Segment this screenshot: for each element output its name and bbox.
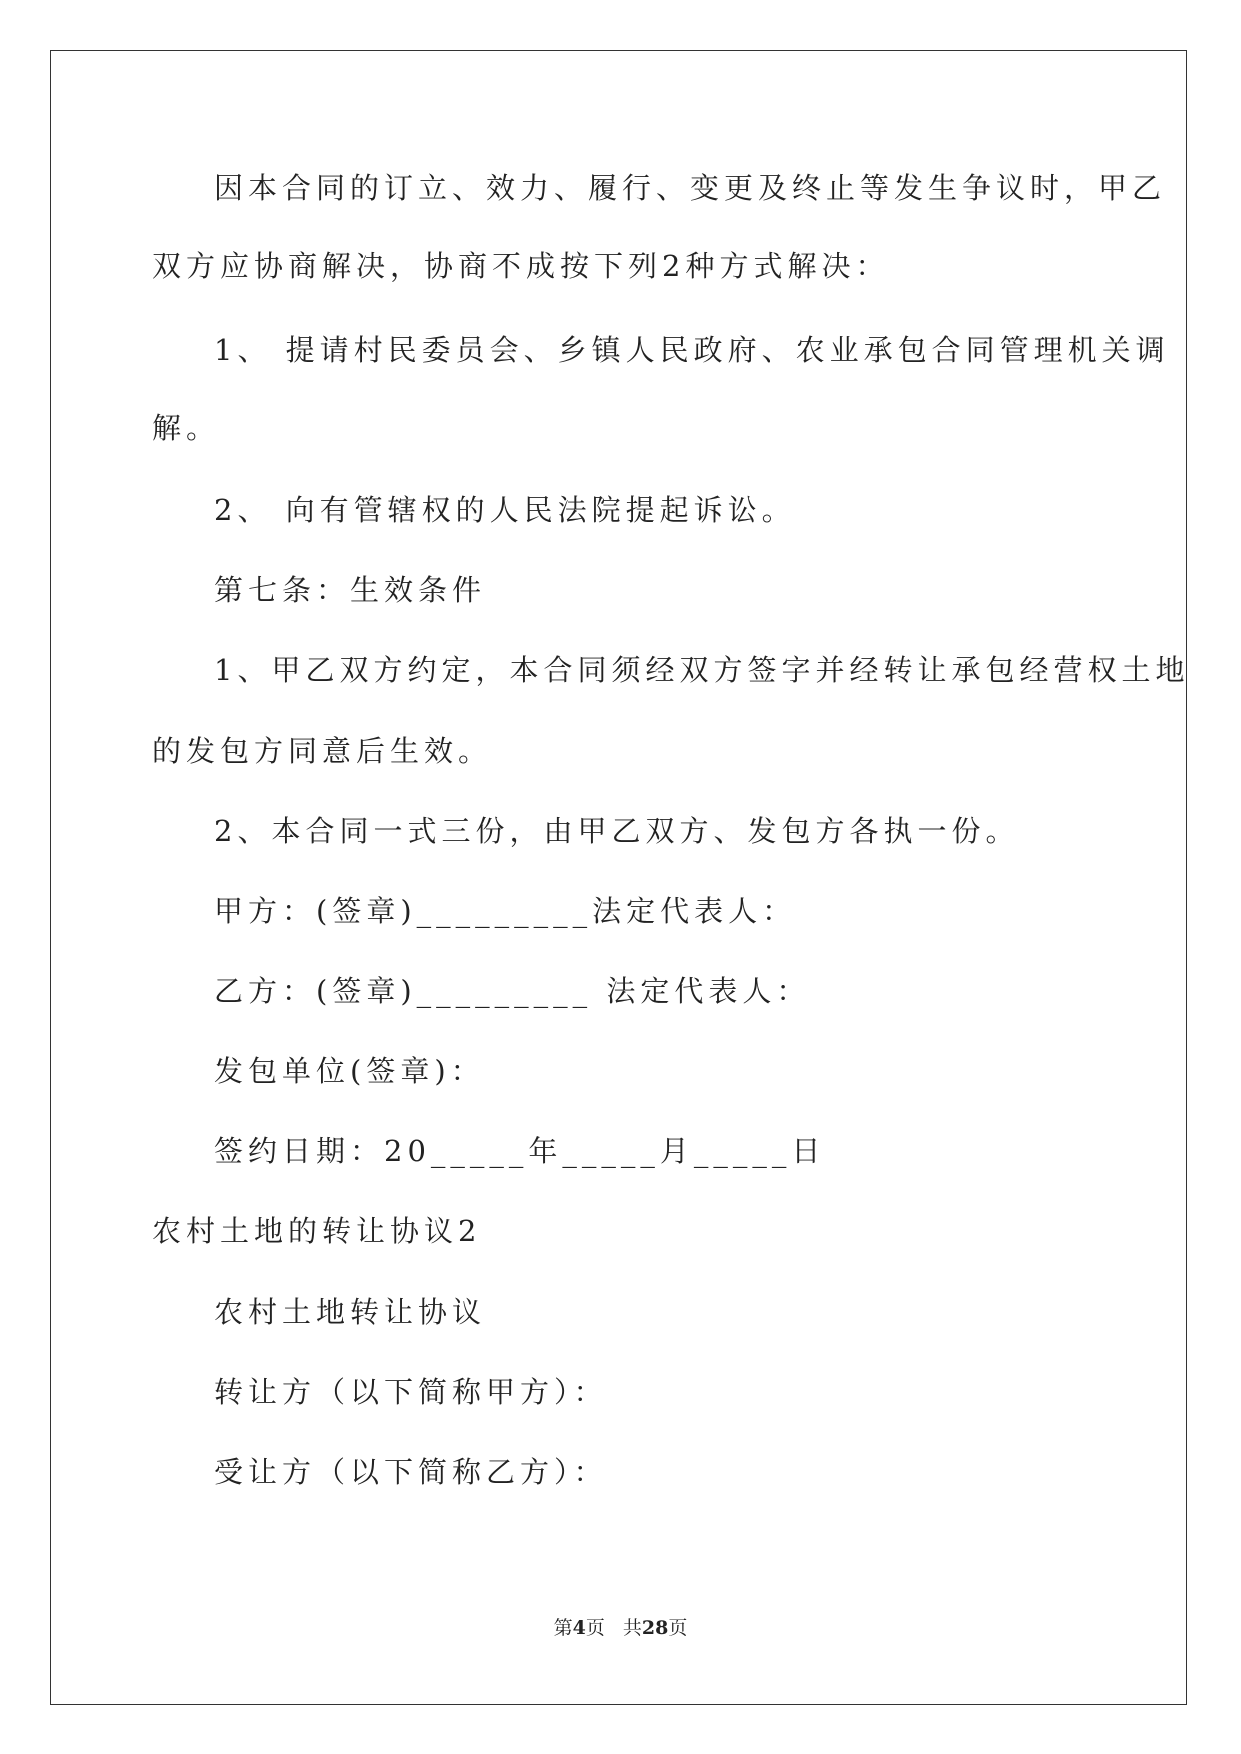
agreement-title: 农村土地转让协议: [214, 1295, 487, 1329]
page-prefix: 第: [553, 1617, 573, 1639]
total-pages: 28: [641, 1617, 669, 1639]
signing-date-line: 签约日期：20_____年_____月_____日: [214, 1134, 826, 1168]
article-seven-heading: 第七条：生效条件: [214, 573, 487, 607]
list-item-copies: 2、本合同一式三份，由甲乙双方、发包方各执一份。: [214, 814, 1020, 848]
party-a-signature-line: 甲方：(签章)_________法定代表人：: [214, 894, 797, 928]
party-b-signature-line: 乙方：(签章)_________ 法定代表人：: [214, 974, 811, 1008]
page-suffix: 页: [585, 1617, 605, 1639]
list-item-mediation-cont: 解。: [152, 411, 221, 445]
page-footer: [0, 1616, 1241, 1640]
paragraph-dispute-intro-cont: 双方应协商解决，协商不成按下列2种方式解决：: [152, 249, 890, 283]
list-item-effective-condition-cont: 的发包方同意后生效。: [152, 734, 493, 768]
contractor-signature-line: 发包单位(签章)：: [214, 1054, 485, 1088]
list-item-effective-condition: 1、甲乙双方约定，本合同须经双方签字并经转让承包经营权土地: [214, 653, 1190, 687]
transferee-line: 受让方（以下简称乙方）：: [214, 1455, 608, 1489]
transferor-line: 转让方（以下简称甲方）：: [214, 1375, 608, 1409]
list-item-mediation: 1、 提请村民委员会、乡镇人民政府、农业承包合同管理机关调: [214, 333, 1170, 367]
list-item-litigation: 2、 向有管辖权的人民法院提起诉讼。: [214, 493, 796, 527]
total-prefix: 共: [622, 1617, 642, 1639]
section-title: 农村土地的转让协议2: [152, 1214, 482, 1248]
page-number: 4: [572, 1617, 586, 1639]
total-suffix: 页: [668, 1617, 688, 1639]
paragraph-dispute-intro: 因本合同的订立、效力、履行、变更及终止等发生争议时，甲乙: [214, 171, 1167, 205]
